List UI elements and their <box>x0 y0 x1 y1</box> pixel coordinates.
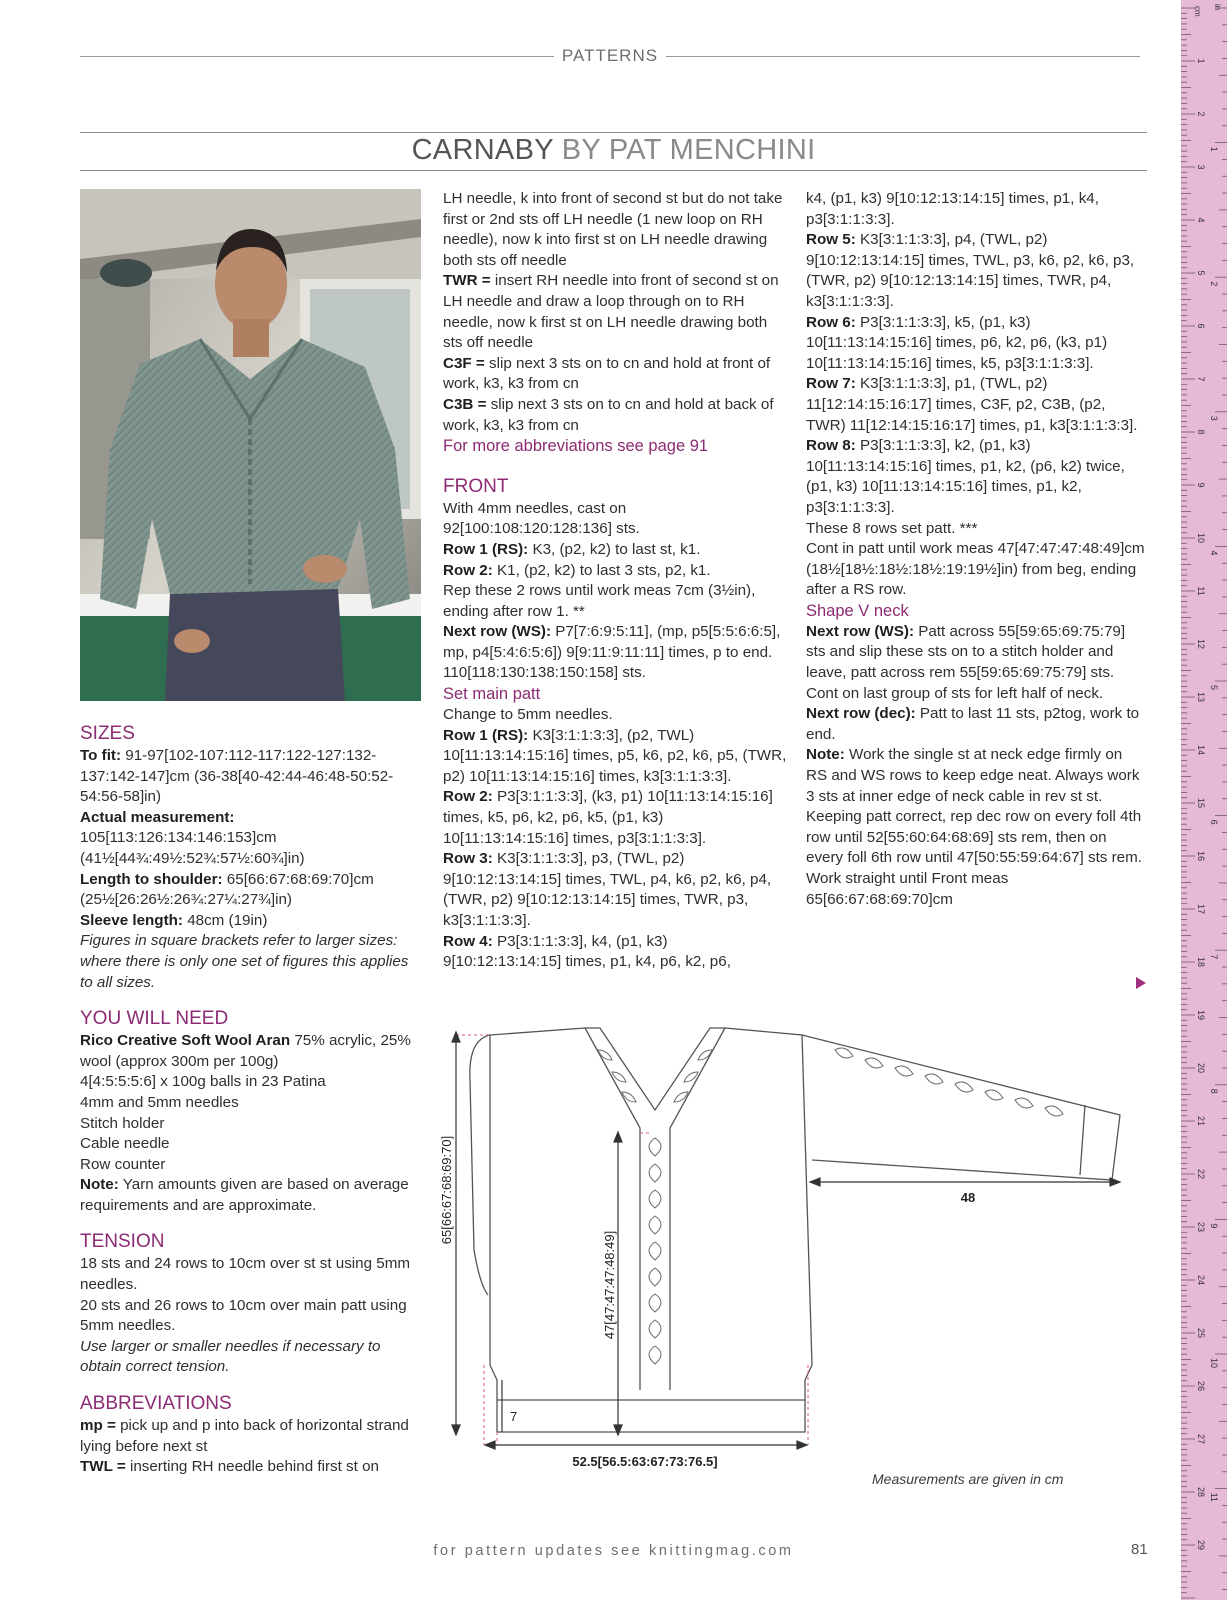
rib-row: Row 1 (RS): K3, (p2, k2) to last st, k1. <box>443 540 701 558</box>
ruler-inch-label: 2 <box>1209 281 1219 287</box>
change-needles: Change to 5mm needles. <box>443 706 613 724</box>
patt-row: Row 1 (RS): K3[3:1:1:3:3], (p2, TWL) 10[11:13:14:15:16] times, p5, k6, p2, k6, p5, (TWR, p2) 10[11:13:14:15:16] times, k3[3:1:1:3:3]. <box>443 726 787 785</box>
ruler-cm-label: 5 <box>1196 270 1206 276</box>
ruler-cm-label: 21 <box>1196 1115 1206 1127</box>
column-middle <box>443 189 788 973</box>
size-line: Sleeve length: 48cm (19in) <box>80 911 268 929</box>
section-label: PATTERNS <box>561 46 659 65</box>
need-item: Stitch holder <box>80 1114 165 1132</box>
set-patt-line: These 8 rows set patt. *** <box>806 519 978 537</box>
tension-note: Use larger or smaller needles if necessary to obtain correct tension. <box>80 1337 381 1376</box>
sleeve-label: 48 <box>960 1190 976 1205</box>
ruler-cm-label: 27 <box>1196 1433 1206 1445</box>
cont-line: Cont in patt until work meas 47[47:47:47:48:49]cm (18½[18½:18½:18½:19:19½]in) from beg, ending after a RS row. <box>806 540 1145 599</box>
column-left <box>80 722 425 1478</box>
diagram-caption: Measurements are given in cm <box>872 1471 1064 1487</box>
tension-line: 18 sts and 24 rows to 10cm over st st using 5mm needles. <box>80 1255 411 1294</box>
sizes-heading: SIZES <box>80 723 135 744</box>
ruler-cm-label: 25 <box>1196 1327 1206 1339</box>
body-length-label: 47[47:47:47:48:49] <box>602 1230 617 1340</box>
vneck-next-row: Next row (WS): Patt across 55[59:65:69:75:79] sts and slip these sts on to a stitch holder and leave, patt across rem 55[59:65:69:75:79] sts. <box>806 622 1126 682</box>
ruler-cm-label: 14 <box>1196 744 1206 756</box>
ruler-cm-label: 9 <box>1196 482 1206 488</box>
need-item: 4[4:5:5:5:6] x 100g balls in 23 Patina <box>80 1073 326 1091</box>
size-line: Length to shoulder: 65[66:67:68:69:70]cm (25½[26:26½:26¾:27¼:27¾]in) <box>80 870 374 909</box>
width-label: 52.5[56.5:63:67:73:76.5] <box>572 1454 718 1469</box>
patt-row: Row 8: P3[3:1:1:3:3], k2, (p1, k3) 10[11:13:14:15:16] times, p1, k2, (p6, k2) twice, (p1, k3) 10[11:13:14:15:16] times, p1, k2, p3[3:1:1:3:3]. <box>806 437 1125 516</box>
ruler-cm-label: 24 <box>1196 1274 1206 1286</box>
ruler-inch-label: 6 <box>1209 819 1219 825</box>
right-sleeve <box>802 1035 1120 1180</box>
abbreviation-item: C3F = slip next 3 sts on to cn and hold at front of work, k3, k3 from cn <box>443 354 771 393</box>
rib-row: Row 2: K1, (p2, k2) to last 3 sts, p2, k1. <box>443 561 711 579</box>
ruler-cm-label: 3 <box>1196 164 1206 170</box>
ruler-in-unit: in <box>1213 4 1222 11</box>
main-patt-heading: Set main patt <box>443 685 541 704</box>
page-title <box>80 134 1147 167</box>
straight-line: Work straight until Front meas 65[66:67:68:69:70]cm <box>806 870 1009 908</box>
need-note: Note: Yarn amounts given are based on average requirements and are approximate. <box>80 1176 409 1214</box>
ruler-inch-label: 4 <box>1209 550 1219 556</box>
abbreviation-item: TWR = insert RH needle into front of second st on LH needle and draw a loop through on to RH needle, now k first st on LH needle drawing both sts off needle <box>443 272 779 352</box>
ruler-cm-label: 22 <box>1196 1168 1206 1180</box>
abbreviation-item: C3B = slip next 3 sts on to cn and hold at back of work, k3, k3 from cn <box>443 395 774 434</box>
twl-text-start: inserting RH needle behind first st on <box>125 1458 379 1476</box>
tension-heading: TENSION <box>80 1231 165 1253</box>
ruler-cm-label: 29 <box>1196 1539 1206 1551</box>
header-rule-left <box>80 56 554 57</box>
next-row-ws: Next row (WS): P7[7:6:9:5:11], (mp, p5[5:5:6:6:5], mp, p4[5:4:6:5:6]) 9[9:11:9:11:11] times, p to end. 110[118:130:138:150:158] sts. <box>443 623 781 682</box>
pattern-author: BY PAT MENCHINI <box>561 134 816 166</box>
abbreviations-heading: ABBREVIATIONS <box>80 1393 232 1415</box>
title-rule-top <box>80 132 1147 133</box>
cont-last-line: Cont on last group of sts for left half of neck. <box>806 684 1104 702</box>
abbreviation-item: mp = pick up and p into back of horizontal strand lying before next st <box>80 1417 409 1455</box>
continue-arrow-icon <box>1136 977 1146 989</box>
front-heading: FRONT <box>443 475 509 497</box>
row4-text-start: P3[3:1:1:3:3], k4, (p1, k3) 9[10:12:13:14:15] times, p1, k4, p6, k2, p6, <box>443 932 731 971</box>
ruler-cm-label: 1 <box>1196 58 1206 64</box>
schematic-diagram <box>440 1020 1160 1500</box>
neck-right <box>670 1028 725 1390</box>
yarn-line: Rico Creative Soft Wool Aran 75% acrylic, 25% wool (approx 300m per 100g) <box>80 1032 411 1070</box>
model-photo <box>80 189 421 701</box>
ruler-cm-label: 6 <box>1196 323 1206 329</box>
ruler-inch-label: 5 <box>1209 685 1219 691</box>
ruler-cm-label: 26 <box>1196 1380 1206 1392</box>
column-right <box>806 189 1146 910</box>
patt-row-4-start: Row 4: P3[3:1:1:3:3], k4, (p1, k3) 9[10:12:13:14:15] times, p1, k4, p6, k2, p6, <box>443 932 731 971</box>
length-label: 65[66:67:68:69:70] <box>440 1135 454 1245</box>
patt-row: Row 7: K3[3:1:1:3:3], p1, (TWL, p2) 11[12:14:15:16:17] times, C3F, p2, C3B, (p2, TWR) 11[12:14:15:16:17] times, p1, k3[3:1:1:3:3]. <box>806 375 1138 434</box>
ruler-cm-label: 20 <box>1196 1062 1206 1074</box>
patt-row: Row 5: K3[3:1:1:3:3], p4, (TWL, p2) 9[10:12:13:14:15] times, TWL, p3, k6, p2, k6, p3, (TWR, p2) 9[10:12:13:14:15] times, TWR, p4, k3[3:1:1:3:3]. <box>806 231 1135 310</box>
patt-row: Row 2: P3[3:1:1:3:3], (k3, p1) 10[11:13:14:15:16] times, k5, p6, k2, p6, k5, (p1, k3) 10[11:13:14:15:16] times, p3[3:1:1:3:3]. <box>443 788 773 847</box>
ruler-cm-label: 12 <box>1196 638 1206 650</box>
ruler-inch-label: 8 <box>1209 1088 1219 1094</box>
ruler-cm-label: 17 <box>1196 903 1206 915</box>
left-sleeve-stub <box>470 1035 490 1295</box>
ruler-inch-label: 9 <box>1209 1223 1219 1229</box>
ruler-cm-label: 4 <box>1196 217 1206 223</box>
ruler-cm-label: 11 <box>1196 586 1206 596</box>
rep-line: Rep these 2 rows until work meas 7cm (3½in), ending after row 1. ** <box>443 582 756 620</box>
front-intro: With 4mm needles, cast on 92[100:108:120:128:136] sts. <box>443 499 640 538</box>
ruler-inch-label: 11 <box>1209 1492 1219 1502</box>
tension-line: 20 sts and 26 rows to 10cm over main patt using 5mm needles. <box>80 1296 407 1335</box>
ruler-cm-unit: cm <box>1193 6 1202 17</box>
ruler-inch-label: 1 <box>1209 146 1219 152</box>
dimension-arrows <box>452 1032 1120 1449</box>
patt-row: Row 6: P3[3:1:1:3:3], k5, (p1, k3) 10[11:13:14:15:16] times, p6, k2, p6, (k3, p1) 10[11:13:14:15:16] times, k5, p3[3:1:1:3:3]. <box>806 313 1108 372</box>
ruler-cm-label: 7 <box>1196 376 1206 382</box>
more-abbreviations-link[interactable]: For more abbreviations see page 91 <box>443 437 709 456</box>
size-line: To fit: 91-97[102-107:112-117:122-127:132-137:142-147]cm (36-38[40-42:44-46:48-50:52-54:56-58]in) <box>80 747 394 806</box>
ruler-cm-label: 23 <box>1196 1221 1206 1233</box>
footer-text: for pattern updates see knittingmag.com <box>433 1543 794 1559</box>
ruler-cm-label: 2 <box>1196 111 1206 117</box>
measuring-ruler <box>1161 0 1227 1600</box>
shape-v-neck-heading: Shape V neck <box>806 601 909 620</box>
ruler-inch-label: 7 <box>1209 954 1219 960</box>
neck-note: Note: Work the single st at neck edge firmly on RS and WS rows to keep edge neat. Always work 3 sts at inner edge of neck cable in rev st st. <box>806 746 1140 805</box>
pattern-name: CARNABY <box>411 134 554 166</box>
ruler-cm-label: 10 <box>1196 532 1206 544</box>
header-rule-right <box>666 56 1140 57</box>
ruler-inch-label: 10 <box>1209 1358 1219 1369</box>
sizes-note: Figures in square brackets refer to larger sizes: where there is only one set of figures this applies to all sizes. <box>80 932 409 991</box>
patt-row: Row 3: K3[3:1:1:3:3], p3, (TWL, p2) 9[10:12:13:14:15] times, TWL, p4, k6, p2, k6, p4, (TWR, p2) 9[10:12:13:14:15] times, TWR, p3, k3[3:1:1:3:3]. <box>443 850 772 929</box>
ruler-cm-label: 15 <box>1196 797 1206 809</box>
rib-label: 7 <box>510 1409 518 1424</box>
ruler-cm-label: 19 <box>1196 1009 1206 1021</box>
ruler-cm-label: 13 <box>1196 691 1206 703</box>
need-item: Cable needle <box>80 1135 170 1153</box>
title-rule-bottom <box>80 170 1147 171</box>
page-number: 81 <box>1131 1541 1148 1558</box>
dec-row: Next row (dec): Patt to last 11 sts, p2tog, work to end. <box>806 705 1140 743</box>
need-item: Row counter <box>80 1155 166 1173</box>
abbreviation-item-twl-cont: LH needle, k into front of second st but do not take first or 2nd sts off LH needle (1 new loop on RH needle), now k into first st on LH needle drawing both sts off needle <box>443 190 783 269</box>
ruler-cm-label: 28 <box>1196 1486 1206 1498</box>
abbreviation-item-twl-start: TWL = inserting RH needle behind first st on <box>80 1458 379 1476</box>
cable-motif <box>598 1048 1063 1364</box>
guide-lines <box>456 1035 808 1445</box>
size-line: Actual measurement: 105[113:126:134:146:153]cm (41½[44¾:49½:52¾:57½:60¾]in) <box>80 808 305 867</box>
you-will-need-heading: YOU WILL NEED <box>80 1008 229 1030</box>
cuff-line <box>1080 1105 1085 1175</box>
schematic-svg <box>440 1020 1160 1500</box>
ruler-inch-label: 3 <box>1209 415 1219 421</box>
need-item: 4mm and 5mm needles <box>80 1093 239 1111</box>
section-header <box>80 44 1140 68</box>
keeping-line: Keeping patt correct, rep dec row on every foll 4th row until 52[55:60:64:68:69] sts rem, then on every foll 6th row until 47[50:55:59:64:67] sts rem. <box>806 808 1142 867</box>
ruler-cm-label: 8 <box>1196 429 1206 435</box>
patt-row-4-cont: k4, (p1, k3) 9[10:12:13:14:15] times, p1, k4, p3[3:1:1:3:3]. <box>806 190 1099 228</box>
ruler-cm-label: 16 <box>1196 850 1206 862</box>
ruler-cm-label: 18 <box>1196 956 1206 968</box>
